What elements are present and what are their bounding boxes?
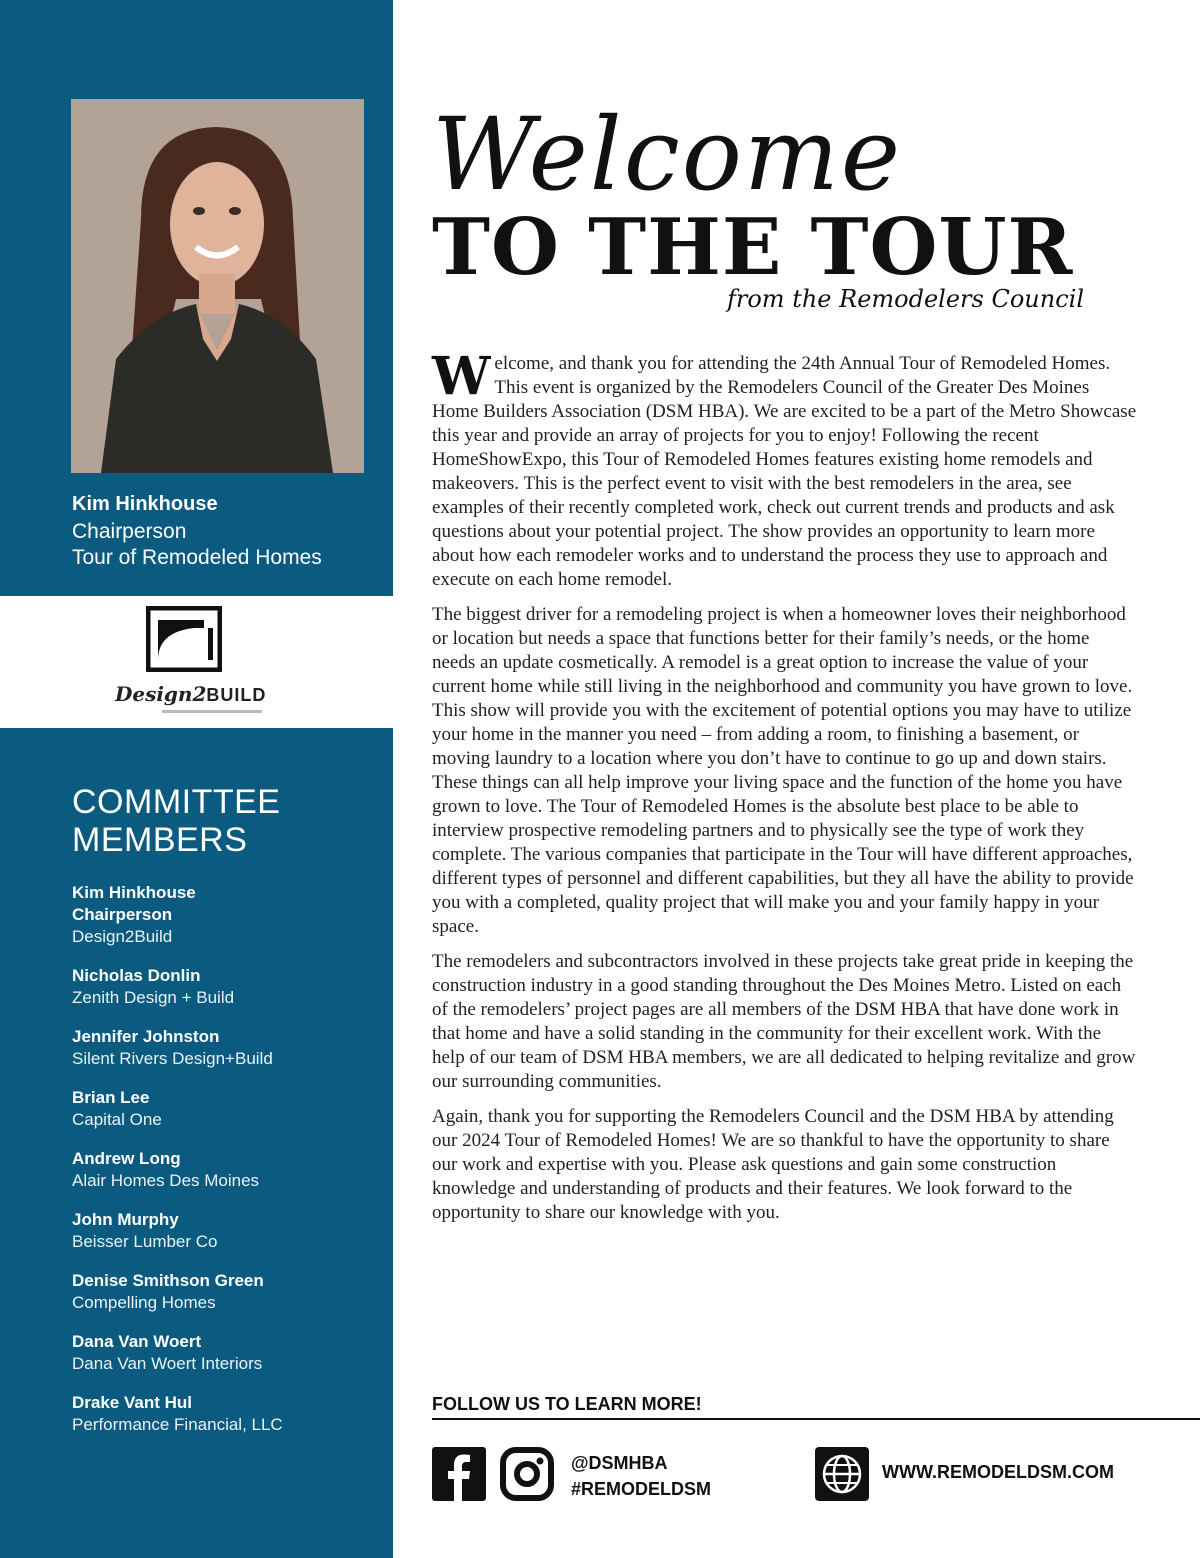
- sidebar-top-panel: [0, 0, 393, 596]
- member-name: Nicholas Donlin: [72, 966, 201, 985]
- member-name: John Murphy: [72, 1210, 179, 1229]
- member-company: Zenith Design + Build: [72, 988, 235, 1007]
- member-role: Chairperson: [72, 905, 173, 924]
- article-paragraph-text: elcome, and thank you for attending the 24th Annual Tour of Remodeled Homes. This event is organized by the Remodelers Council of the Greater Des Moines Home Builders Association (DSM HBA). We are excited to be a part of the Metro Showcase this year and provide an array of projects for you to enjoy! Following the recent HomeShowExpo, this Tour of Remodeled Homes features existing home remodels and makeovers. This is the perfect event to visit with the best remodelers in the area, see examples of their recently completed work, check out current trends and products and ask questions about your potential project. The show provides an opportunity to learn more about how each remodeler works and to understand the process they use to approach and execute on each home remodel.: [432, 353, 1137, 590]
- committee-member: [72, 1270, 382, 1314]
- committee-member-list: [72, 882, 382, 1453]
- committee-panel: [0, 728, 393, 1558]
- committee-member: [72, 965, 382, 1009]
- instagram-icon[interactable]: [500, 1447, 554, 1501]
- member-name: Jennifer Johnston: [72, 1027, 220, 1046]
- member-company: Silent Rivers Design+Build: [72, 1049, 273, 1068]
- committee-member: [72, 1209, 382, 1253]
- website-link[interactable]: WWW.REMODELDSM.COM: [882, 1462, 1114, 1482]
- committee-member: [72, 1148, 382, 1192]
- tour-subtitle: from the Remodelers Council: [727, 285, 1084, 313]
- member-name: Dana Van Woert: [72, 1332, 202, 1351]
- logo-build-text: BUILD: [206, 685, 267, 705]
- logo-script-text: Design2: [115, 682, 207, 706]
- welcome-heading: Welcome: [432, 96, 903, 213]
- design2build-logo: [0, 596, 393, 728]
- globe-icon[interactable]: [815, 1447, 869, 1501]
- committee-heading-line1: COMMITTEE: [72, 783, 281, 821]
- member-company: Beisser Lumber Co: [72, 1232, 218, 1251]
- member-company: Dana Van Woert Interiors: [72, 1354, 263, 1373]
- member-company: Compelling Homes: [72, 1293, 216, 1312]
- article-paragraph: The biggest driver for a remodeling project is when a homeowner loves their neighborhood or location but needs a space that functions better for their family’s needs, or the home needs an update cosmetically. A remodel is a great option to increase the value of your current home while still living in the neighborhood and community you have grown to love. This show will provide you with the excitement of potential options you may have to utilize your home in the manner you need – from adding a room, to finishing a basement, or moving laundry to a location where you don’t have to continue to go up and down stairs. These things can all help improve your living space and the function of the home you have grown to love. The Tour of Remodeled Homes is the absolute best place to be able to interview prospective remodeling partners and to physically see the type of work they complete. The various companies that participate in the Tour will have different approaches, different types of personnel and different capabilities, but they all have the ability to provide you with a completed, quality project that will make you and your family happy in your space.: [432, 604, 1134, 937]
- facebook-icon[interactable]: [432, 1447, 486, 1501]
- member-name: Andrew Long: [72, 1149, 181, 1168]
- committee-member: [72, 1026, 382, 1070]
- design2build-logo-mark: [146, 606, 222, 672]
- committee-member: [72, 1087, 382, 1131]
- committee-heading-line2: MEMBERS: [72, 821, 248, 859]
- social-handle[interactable]: @DSMHBA: [571, 1453, 668, 1473]
- logo-tagline-line: [162, 710, 262, 713]
- article-paragraph: [432, 346, 1137, 592]
- committee-member: [72, 1392, 382, 1436]
- member-name: Denise Smithson Green: [72, 1271, 264, 1290]
- article-body: [432, 346, 1137, 1236]
- social-handles: [571, 1450, 711, 1502]
- member-name: Drake Vant Hul: [72, 1393, 192, 1412]
- member-company: Alair Homes Des Moines: [72, 1171, 260, 1190]
- chairperson-title: Tour of Remodeled Homes: [72, 546, 322, 569]
- committee-member: [72, 1331, 382, 1375]
- article-paragraph: Again, thank you for supporting the Remodelers Council and the DSM HBA by attending our 2024 Tour of Remodeled Homes! We are so thankful to have the opportunity to share our work and expertise with you. Please ask questions and gain some construction knowledge and understanding of products and their features. We look forward to the opportunity to share our knowledge with you.: [432, 1106, 1114, 1223]
- member-company: Performance Financial, LLC: [72, 1415, 283, 1434]
- member-company: Capital One: [72, 1110, 162, 1129]
- social-hashtag[interactable]: #REMODELDSM: [571, 1479, 712, 1499]
- member-company: Design2Build: [72, 927, 173, 946]
- committee-heading: [72, 783, 280, 859]
- article-paragraph: The remodelers and subcontractors involved in these projects take great pride in keeping the construction industry in a good standing throughout the Des Moines Metro. Listed on each of the remodelers’ project pages are all members of the DSM HBA that have done work in that home and have a solid standing in the community for their excellent work. With the help of our team of DSM HBA members, we are all dedicated to helping revitalize and grow our surrounding communities.: [432, 951, 1136, 1092]
- drop-cap: W: [432, 346, 491, 407]
- chairperson-name: Kim Hinkhouse: [72, 493, 218, 515]
- follow-heading: FOLLOW US TO LEARN MORE!: [432, 1394, 702, 1414]
- member-name: Brian Lee: [72, 1088, 150, 1107]
- committee-member: [72, 882, 382, 948]
- chairperson-photo: [71, 99, 364, 473]
- chairperson-role: Chairperson: [72, 520, 187, 543]
- follow-divider: [432, 1418, 1200, 1420]
- tour-title: TO THE TOUR: [432, 202, 1074, 293]
- design2build-wordmark: [115, 682, 266, 706]
- member-name: Kim Hinkhouse: [72, 883, 196, 902]
